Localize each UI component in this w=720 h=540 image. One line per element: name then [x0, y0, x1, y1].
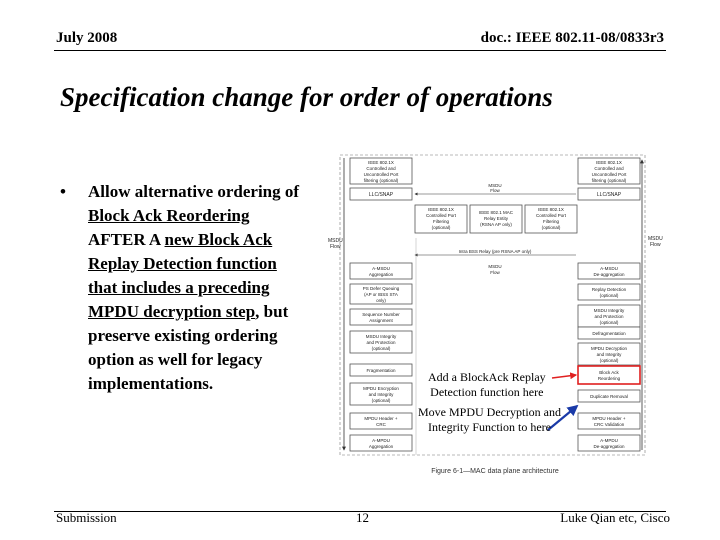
svg-text:PS Defer Queuing: PS Defer Queuing [362, 286, 400, 291]
footer-author: Luke Qian etc, Cisco [560, 510, 670, 525]
llc-snap-right [578, 188, 640, 200]
svg-text:Controlled and: Controlled and [366, 166, 396, 171]
svg-text:Aggregation: Aggregation [368, 444, 394, 449]
footer-submission: Submission [56, 510, 117, 525]
left-box-amsdu-aggregation [350, 263, 412, 279]
svg-text:and Integrity: and Integrity [368, 392, 394, 397]
svg-text:IEEE 802.1X: IEEE 802.1X [368, 160, 394, 165]
top-left-filter-box [350, 158, 412, 184]
right-box-mpdu-decryption [578, 343, 640, 365]
svg-text:(optional): (optional) [371, 346, 391, 351]
svg-text:Aggregation: Aggregation [368, 272, 394, 277]
svg-text:Uncontrolled Port: Uncontrolled Port [591, 172, 627, 177]
right-box-defragmentation [578, 327, 640, 339]
svg-text:Fragmentation: Fragmentation [366, 368, 396, 373]
header-date: July 2008 [56, 30, 118, 46]
svg-text:MPDU Header +: MPDU Header + [592, 416, 626, 421]
svg-text:(optional): (optional) [541, 225, 561, 230]
svg-text:MPDU Encryption: MPDU Encryption [363, 386, 399, 391]
annotation-2-line-2: Integrity Function to here [428, 420, 551, 434]
svg-text:(optional): (optional) [599, 358, 619, 363]
bullet-text-part2: AFTER A [88, 230, 165, 249]
svg-text:Filtering: Filtering [432, 219, 450, 224]
bullet-underline-replay-detection: new Block Ack Replay Detection function that includes a preceding MPDU decryption step [88, 230, 277, 321]
slide-title: Specification change for order of operations [60, 82, 553, 112]
msdu-flow-mid-label-2: Flow [490, 270, 500, 275]
svg-text:A-MPDU: A-MPDU [372, 438, 390, 443]
replay-annotation-arrow [552, 375, 576, 378]
svg-text:Reordering: Reordering [597, 376, 621, 381]
svg-text:MSDU Integrity: MSDU Integrity [593, 308, 625, 313]
svg-text:IEEE 802.1 MAC: IEEE 802.1 MAC [478, 210, 514, 215]
svg-text:(optional): (optional) [371, 398, 391, 403]
bullet-text [88, 180, 303, 396]
left-box-ampdu-aggregation [350, 435, 412, 451]
right-box-block-ack-reordering [578, 366, 640, 384]
right-box-msdu-integrity [578, 305, 640, 327]
svg-text:De-aggregation: De-aggregation [593, 444, 625, 449]
svg-text:and Protection: and Protection [594, 314, 624, 319]
svg-text:filtering (optional): filtering (optional) [591, 178, 627, 183]
annotation-add-replay-detection [428, 370, 546, 400]
middle-box-right [525, 205, 577, 233]
diagram-caption: Figure 6-1—MAC data plane architecture [431, 468, 559, 475]
right-box-ampdu-deaggregation [578, 435, 640, 451]
svg-text:Controlled Port: Controlled Port [425, 213, 457, 218]
svg-text:filtering (optional): filtering (optional) [363, 178, 399, 183]
svg-text:IEEE 802.1X: IEEE 802.1X [538, 207, 564, 212]
svg-text:Controlled Port: Controlled Port [535, 213, 567, 218]
annotation-1-line-2: Detection function here [430, 385, 544, 399]
svg-text:LLC/SNAP: LLC/SNAP [596, 192, 622, 198]
msdu-flow-top-label-2: Flow [490, 188, 500, 193]
bullet-text-part1: Allow alternative ordering of [88, 182, 300, 201]
intra-bss-relay-label: Intra BSS Relay (pre RSNA AP only) [458, 249, 532, 254]
llc-snap-left [350, 188, 412, 200]
svg-text:Filtering: Filtering [542, 219, 560, 224]
right-box-amsdu-deaggregation [578, 263, 640, 279]
svg-text:MPDU Decryption: MPDU Decryption [590, 346, 628, 351]
svg-text:CRC: CRC [376, 422, 386, 427]
svg-text:(AP or IBSS STA: (AP or IBSS STA [364, 292, 398, 297]
svg-text:Defragmentation: Defragmentation [592, 331, 626, 336]
right-box-duplicate-removal [578, 390, 640, 402]
svg-text:(RSNA AP only): (RSNA AP only) [480, 222, 512, 227]
svg-text:Uncontrolled Port: Uncontrolled Port [363, 172, 399, 177]
msdu-flow-mid-label-1: MSDU [488, 264, 502, 269]
svg-text:De-aggregation: De-aggregation [593, 272, 625, 277]
svg-text:(optional): (optional) [599, 293, 619, 298]
middle-box-left [415, 205, 467, 233]
annotation-1-line-1: Add a BlockAck Replay [428, 370, 546, 384]
svg-text:Sequence Number: Sequence Number [362, 312, 400, 317]
svg-text:Duplicate Removal: Duplicate Removal [590, 394, 628, 399]
svg-text:MSDU Integrity: MSDU Integrity [365, 334, 397, 339]
right-side-label-bottom: Flow [650, 242, 661, 248]
svg-text:(optional): (optional) [431, 225, 451, 230]
right-box-replay-detection [578, 284, 640, 300]
svg-text:and Integrity: and Integrity [596, 352, 622, 357]
svg-text:CRC Validation: CRC Validation [593, 422, 625, 427]
left-box-mpdu-header-crc [350, 413, 412, 429]
svg-text:Block Ack: Block Ack [599, 370, 619, 375]
left-side-label-top: MSDU [328, 238, 343, 244]
svg-text:Assignment: Assignment [369, 318, 393, 323]
bullet-text-part3: , but preserve existing ordering option as well for legacy implementations. [88, 302, 289, 393]
right-box-mpdu-header-crc-validation [578, 413, 640, 429]
svg-text:Replay Detection: Replay Detection [591, 287, 627, 292]
footer-page-number: 12 [356, 510, 369, 525]
svg-text:IEEE 802.1X: IEEE 802.1X [428, 207, 454, 212]
right-side-label-top: MSDU [648, 236, 663, 242]
svg-text:only): only) [376, 298, 386, 303]
left-box-sequence-number [350, 309, 412, 325]
annotation-move-decryption [418, 405, 561, 435]
left-box-mpdu-encryption [350, 383, 412, 405]
header-doc-id: doc.: IEEE 802.11-08/0833r3 [480, 30, 664, 46]
svg-text:and Protection: and Protection [366, 340, 396, 345]
block-ack-highlight [578, 366, 640, 384]
svg-text:A-MPDU: A-MPDU [600, 438, 618, 443]
msdu-flow-top-label-1: MSDU [488, 183, 502, 188]
svg-text:(optional): (optional) [599, 320, 619, 325]
svg-text:Controlled and: Controlled and [594, 166, 624, 171]
left-side-label-bottom: Flow [330, 244, 341, 250]
svg-text:A-MSDU: A-MSDU [372, 266, 390, 271]
svg-text:Relay Entity: Relay Entity [483, 216, 509, 221]
svg-text:LLC/SNAP: LLC/SNAP [368, 192, 394, 198]
annotation-2-line-1: Move MPDU Decryption and [418, 405, 561, 419]
header-rule [54, 50, 666, 51]
svg-text:MPDU Header +: MPDU Header + [364, 416, 398, 421]
svg-text:IEEE 802.1X: IEEE 802.1X [596, 160, 622, 165]
top-right-filter-box [578, 158, 640, 184]
left-box-fragmentation [350, 364, 412, 376]
middle-box-relay [470, 205, 522, 233]
bullet-marker: • [60, 182, 66, 201]
svg-text:A-MSDU: A-MSDU [600, 266, 618, 271]
left-box-ps-defer-queuing [350, 284, 412, 304]
bullet-underline-block-ack-reordering: Block Ack Reordering [88, 206, 250, 225]
left-box-msdu-integrity [350, 331, 412, 353]
